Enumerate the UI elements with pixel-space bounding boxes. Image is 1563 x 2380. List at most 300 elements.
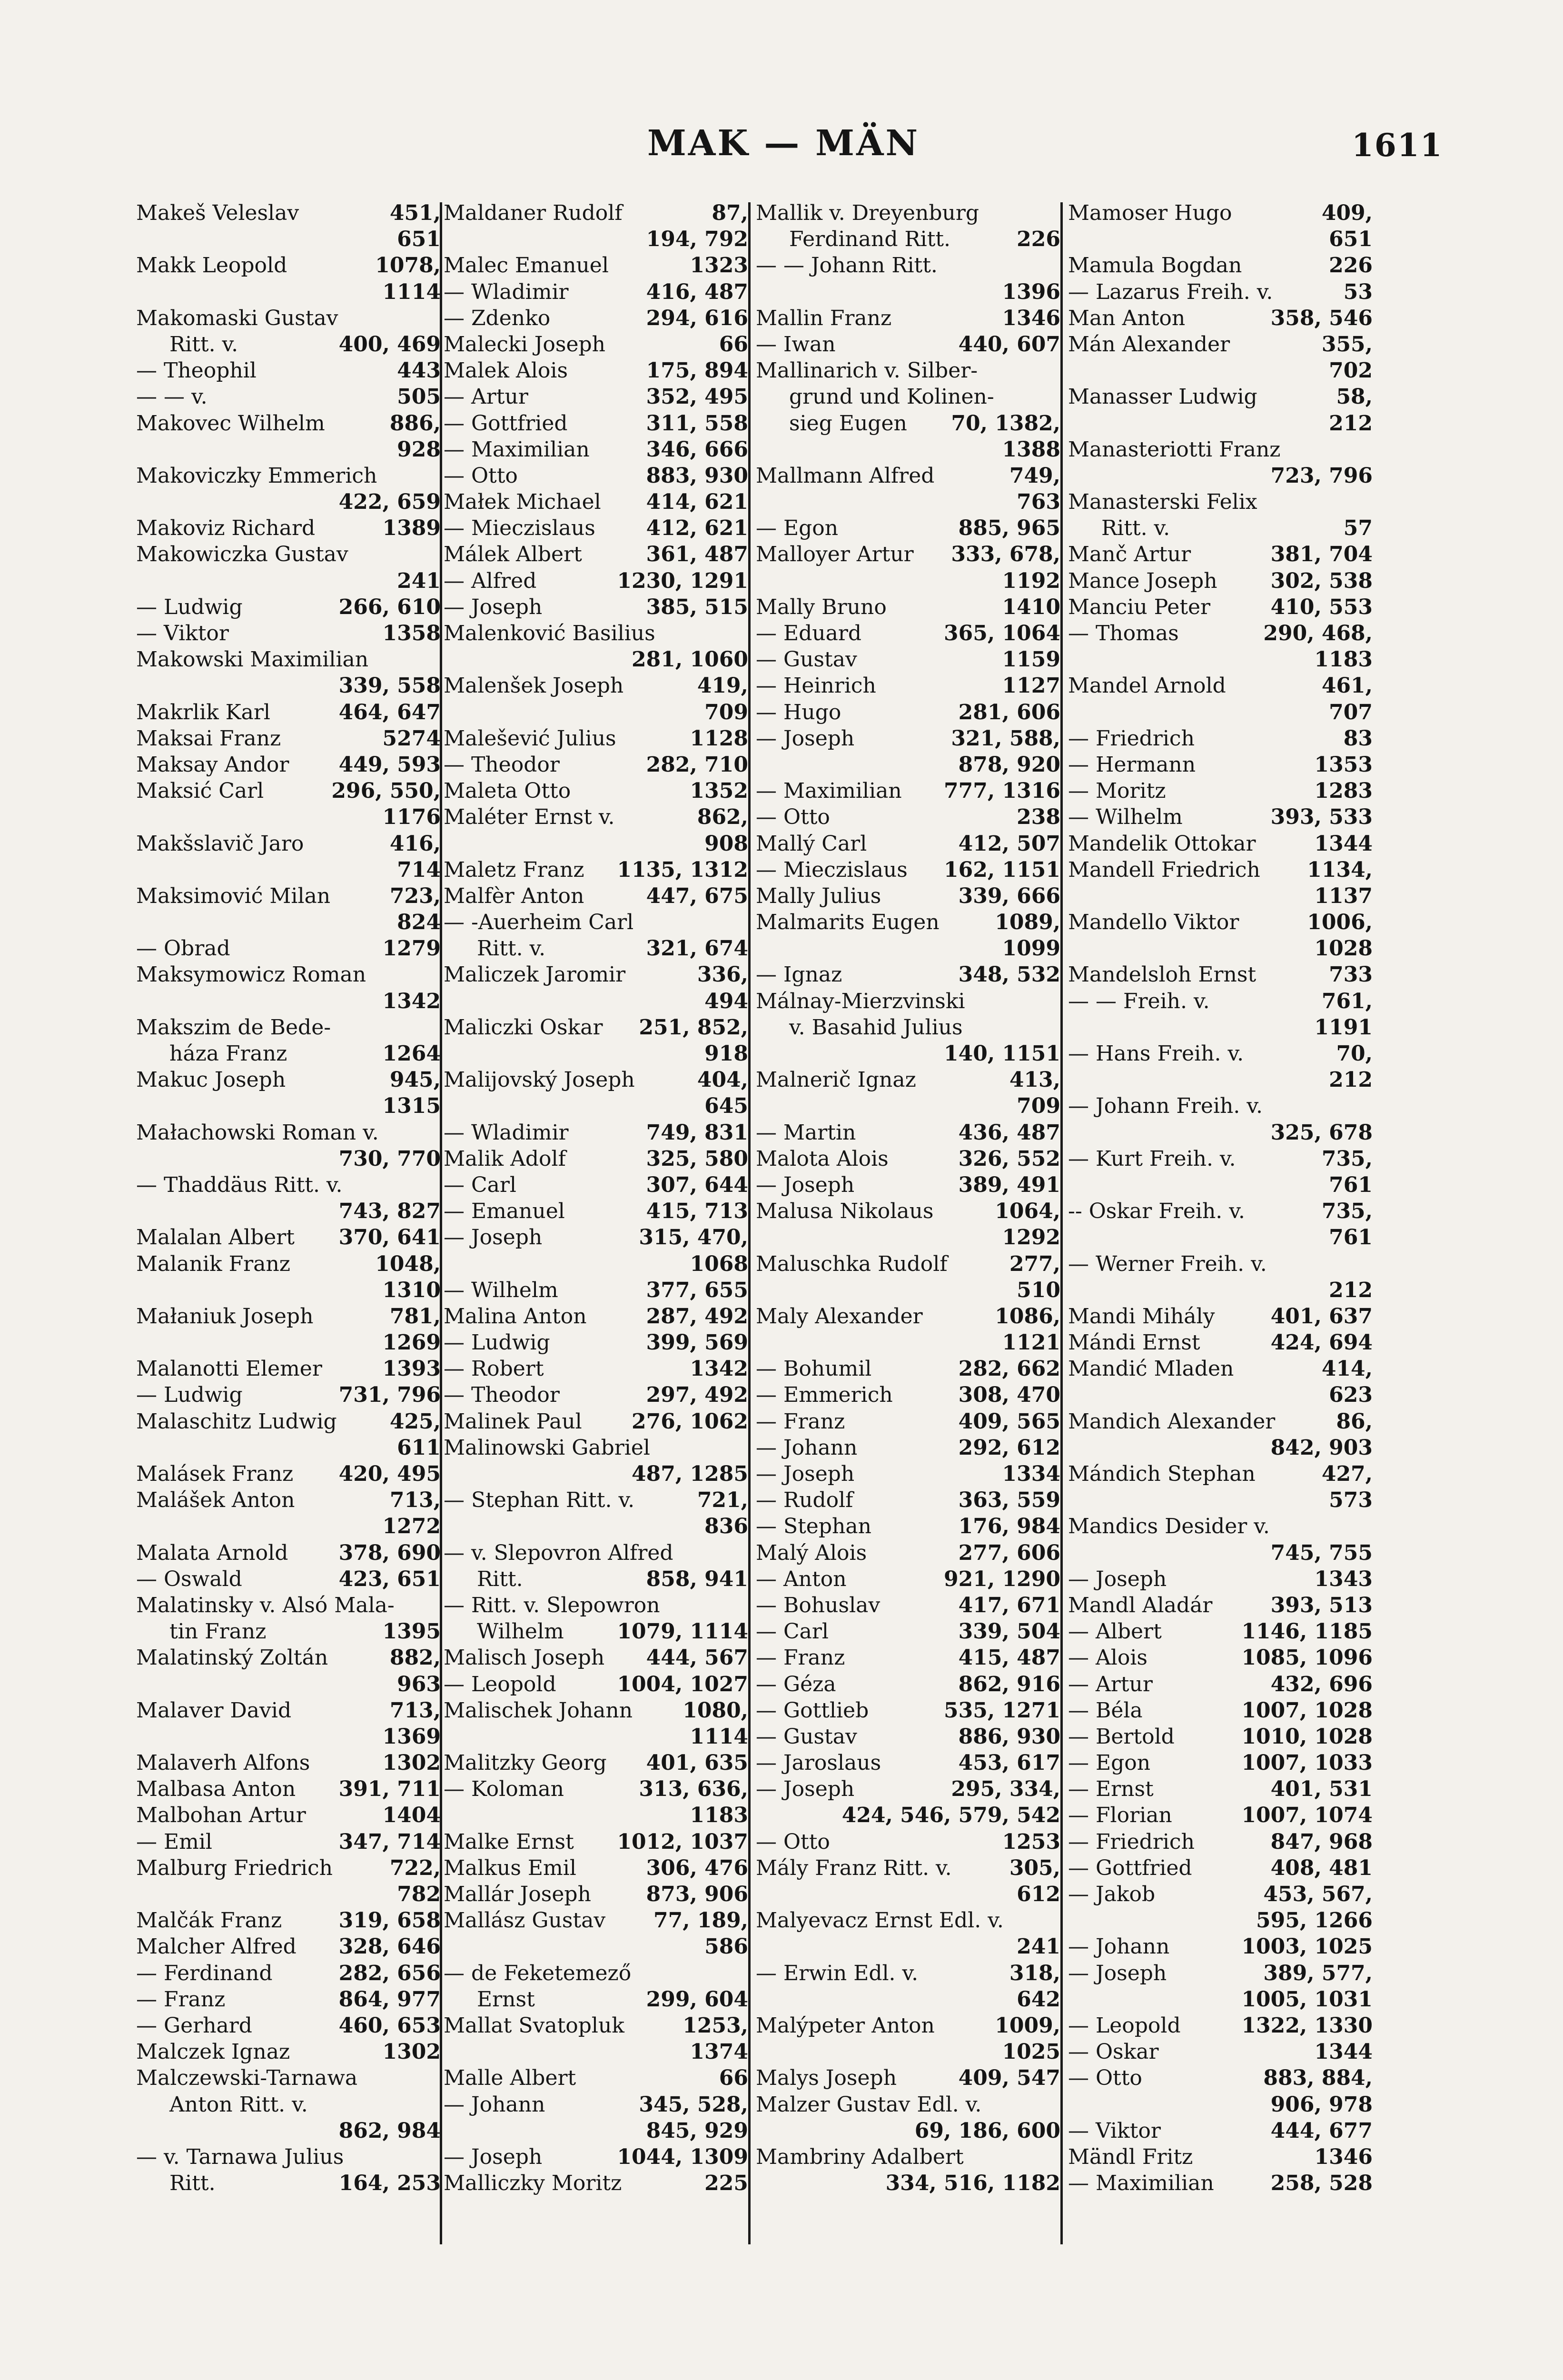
index-entry <box>1068 357 1373 384</box>
entry-pages: 1007, 1028 <box>1241 1698 1373 1723</box>
entry-name: Ritt. v. <box>477 936 546 961</box>
index-column-1 <box>136 200 441 2247</box>
entry-name: Manasser Ludwig <box>1068 385 1257 409</box>
entry-pages: 645 <box>704 1094 748 1119</box>
entry-name: Makszim de Bede- <box>136 1015 331 1040</box>
entry-pages: 140, 1151 <box>944 1041 1060 1066</box>
index-entry <box>136 1146 441 1172</box>
entry-pages: 389, 577, <box>1263 1961 1373 1985</box>
entry-name: — Ludwig <box>136 1383 243 1408</box>
entry-pages: 723, <box>389 883 441 908</box>
entry-name: Mandi Mihály <box>1068 1304 1215 1329</box>
entry-pages: 348, 532 <box>958 962 1060 987</box>
entry-pages: 226 <box>1329 253 1373 278</box>
entry-name: -- Oskar Freih. v. <box>1068 1199 1245 1224</box>
entry-name: — Joseph <box>1068 1961 1167 1985</box>
index-entry <box>1068 1487 1373 1513</box>
index-entry <box>756 2065 1060 2091</box>
entry-name: — Bohuslav <box>756 1593 880 1617</box>
index-entry <box>444 200 748 226</box>
index-entry <box>444 515 748 541</box>
entry-pages: 416, <box>389 831 441 856</box>
index-entry <box>136 1934 441 1960</box>
index-entry <box>756 1356 1060 1382</box>
entry-pages: 1346 <box>1314 2144 1373 2169</box>
entry-name: — Gerhard <box>136 2013 252 2038</box>
entry-pages: 505 <box>397 385 441 409</box>
index-entry <box>136 1855 441 1881</box>
index-entry <box>756 1382 1060 1408</box>
entry-name: Mamula Bogdan <box>1068 253 1242 278</box>
entry-name: Małek Michael <box>444 490 601 515</box>
entry-pages: 945, <box>389 1068 441 1092</box>
index-entry <box>1068 2092 1373 2118</box>
index-entry <box>444 2092 748 2118</box>
entry-name: — Franz <box>136 1987 226 2012</box>
entry-name: Malýpeter Anton <box>756 2013 935 2038</box>
entry-pages: 409, 565 <box>958 1409 1060 1434</box>
entry-pages: 586 <box>704 1934 748 1959</box>
entry-name: — Otto <box>756 805 830 830</box>
entry-name: — Emil <box>136 1829 212 1854</box>
index-entry <box>1068 1829 1373 1855</box>
entry-pages: 460, 653 <box>338 2013 441 2038</box>
entry-name: Makuc Joseph <box>136 1068 286 1092</box>
entry-pages: 241 <box>1017 1934 1060 1959</box>
index-entry <box>136 1277 441 1303</box>
index-entry <box>444 1750 748 1776</box>
index-entry <box>136 1776 441 1802</box>
entry-pages: 311, 558 <box>646 411 748 436</box>
entry-name: Malusa Nikolaus <box>756 1199 934 1224</box>
index-entry <box>1068 305 1373 331</box>
index-entry <box>136 568 441 594</box>
index-entry <box>1068 1461 1373 1487</box>
entry-name: — Heinrich <box>756 674 876 698</box>
entry-pages: 226 <box>1017 227 1060 252</box>
entry-pages: 1334 <box>1002 1462 1060 1486</box>
index-entry <box>136 594 441 620</box>
index-entry <box>756 909 1060 935</box>
index-entry <box>756 1329 1060 1356</box>
index-entry <box>444 1566 748 1592</box>
index-entry <box>756 279 1060 305</box>
entry-pages: 1410 <box>1002 595 1060 619</box>
entry-pages: 1009, <box>995 2013 1060 2038</box>
index-entry <box>136 1041 441 1067</box>
entry-name: — Lazarus Freih. v. <box>1068 279 1273 304</box>
index-entry <box>136 489 441 515</box>
entry-name: — — Freih. v. <box>1068 989 1210 1013</box>
entry-name: Mambriny Adalbert <box>756 2144 964 2169</box>
entry-pages: 70, <box>1336 1041 1373 1066</box>
index-entry <box>1068 252 1373 278</box>
entry-pages: 277, <box>1009 1251 1060 1276</box>
index-entry <box>136 2118 441 2144</box>
entry-name: Malinowski Gabriel <box>444 1435 650 1460</box>
entry-pages: 401, 637 <box>1270 1304 1373 1329</box>
entry-name: — Joseph <box>444 2144 543 2169</box>
entry-name: — Oswald <box>136 1567 242 1591</box>
entry-name: Malmarits Eugen <box>756 910 940 935</box>
entry-name: — Leopold <box>1068 2013 1181 2038</box>
entry-name: — Emmerich <box>756 1383 893 1408</box>
entry-pages: 1127 <box>1002 674 1060 698</box>
entry-name: Malčák Franz <box>136 1908 282 1933</box>
entry-pages: 883, 930 <box>646 463 748 488</box>
entry-pages: 595, 1266 <box>1256 1908 1373 1933</box>
index-entry <box>756 331 1060 357</box>
entry-pages: 535, 1271 <box>944 1698 1060 1723</box>
entry-pages: 436, 487 <box>958 1120 1060 1145</box>
index-entry <box>1068 1093 1373 1119</box>
index-entry <box>756 1540 1060 1566</box>
entry-name: Mally Bruno <box>756 595 887 619</box>
entry-pages: 325, 580 <box>646 1146 748 1171</box>
index-entry <box>444 463 748 489</box>
index-entry <box>136 515 441 541</box>
index-entry <box>136 1881 441 1907</box>
index-entry <box>756 1724 1060 1750</box>
index-entry <box>756 594 1060 620</box>
entry-pages: 1028 <box>1314 936 1373 961</box>
entry-name: Malešević Julius <box>444 726 616 751</box>
entry-pages: 722, <box>389 1855 441 1880</box>
index-entry <box>136 1172 441 1198</box>
entry-pages: 334, 516, 1182 <box>885 2171 1060 2196</box>
entry-pages: 461, <box>1321 674 1373 698</box>
index-entry <box>1068 699 1373 725</box>
index-entry <box>1068 1855 1373 1881</box>
entry-name: Maleta Otto <box>444 779 571 803</box>
index-entry <box>444 1724 748 1750</box>
index-entry <box>1068 463 1373 489</box>
entry-pages: 1003, 1025 <box>1241 1934 1373 1959</box>
entry-name: Mamoser Hugo <box>1068 201 1232 225</box>
entry-name: Makoviczky Emmerich <box>136 463 377 488</box>
entry-name: Makowiczka Gustav <box>136 542 348 567</box>
entry-pages: 391, 711 <box>338 1777 441 1802</box>
index-entry <box>756 1671 1060 1697</box>
entry-name: — Ritt. v. Slepowron <box>444 1593 660 1617</box>
entry-pages: 401, 635 <box>646 1751 748 1775</box>
entry-pages: 763 <box>1017 490 1060 515</box>
index-entry <box>756 1855 1060 1881</box>
entry-name: — Ludwig <box>444 1330 550 1355</box>
index-entry <box>444 1146 748 1172</box>
entry-name: Malaschitz Ludwig <box>136 1409 337 1434</box>
entry-name: háza Franz <box>169 1041 287 1066</box>
index-entry <box>444 305 748 331</box>
entry-name: — Florian <box>1068 1803 1172 1828</box>
entry-name: Malburg Friedrich <box>136 1855 333 1880</box>
index-entry <box>1068 226 1373 252</box>
entry-name: Malke Ernst <box>444 1829 574 1854</box>
index-entry <box>756 1277 1060 1303</box>
entry-pages: 1283 <box>1314 779 1373 803</box>
index-entry <box>756 1986 1060 2013</box>
index-entry <box>756 1618 1060 1645</box>
entry-pages: 1089, <box>995 910 1060 935</box>
index-entry <box>756 725 1060 752</box>
entry-pages: 318, <box>1009 1961 1060 1985</box>
entry-name: Maksić Carl <box>136 779 264 803</box>
index-entry <box>136 1329 441 1356</box>
index-entry <box>136 2092 441 2118</box>
index-entry <box>444 226 748 252</box>
index-entry <box>756 1146 1060 1172</box>
entry-pages: 908 <box>704 831 748 856</box>
entry-name: Malatinský Zoltán <box>136 1646 328 1670</box>
entry-pages: 1121 <box>1002 1330 1060 1355</box>
entry-name: Malloyer Artur <box>756 542 914 567</box>
entry-name: Malek Alois <box>444 358 568 383</box>
index-entry <box>444 1907 748 1934</box>
index-column-2 <box>444 200 748 2247</box>
index-entry <box>756 2118 1060 2144</box>
entry-pages: 5274 <box>382 726 441 751</box>
index-entry <box>1068 1067 1373 1093</box>
entry-name: Mály Franz Ritt. v. <box>756 1855 952 1880</box>
entry-pages: 370, 641 <box>338 1225 441 1250</box>
entry-name: — Ernst <box>1068 1777 1154 1802</box>
index-entry <box>444 436 748 463</box>
entry-pages: 885, 965 <box>958 516 1060 541</box>
entry-pages: 290, 468, <box>1263 621 1373 645</box>
entry-name: — Ignaz <box>756 962 842 987</box>
entry-pages: 212 <box>1329 411 1373 436</box>
entry-name: Mallász Gustav <box>444 1908 606 1933</box>
index-entry <box>444 1986 748 2013</box>
entry-pages: 709 <box>704 700 748 724</box>
entry-pages: 1353 <box>1314 752 1373 777</box>
entry-name: — Johann <box>756 1435 858 1460</box>
entry-name: — Maximilian <box>444 437 590 462</box>
entry-pages: 251, 852, <box>639 1015 748 1040</box>
entry-pages: 1078, <box>375 253 441 278</box>
index-entry <box>444 1224 748 1250</box>
entry-name: — Joseph <box>444 595 543 619</box>
index-entry <box>1068 436 1373 463</box>
entry-pages: 451, <box>389 201 441 225</box>
entry-pages: 1183 <box>690 1803 748 1828</box>
entry-pages: 651 <box>1329 227 1373 252</box>
index-entry <box>756 1014 1060 1041</box>
entry-name: — Moritz <box>1068 779 1166 803</box>
index-entry <box>136 1014 441 1041</box>
entry-name: — Emanuel <box>444 1199 565 1224</box>
entry-pages: 385, 515 <box>646 595 748 619</box>
entry-name: Malenković Basilius <box>444 621 655 645</box>
index-entry <box>136 1697 441 1724</box>
index-entry <box>136 883 441 909</box>
entry-pages: 1176 <box>382 805 441 830</box>
entry-name: Maly Alexander <box>756 1304 923 1329</box>
entry-pages: 345, 528, <box>639 2092 748 2117</box>
entry-pages: 416, 487 <box>646 279 748 304</box>
index-entry <box>1068 1724 1373 1750</box>
index-entry <box>1068 1697 1373 1724</box>
index-entry <box>756 463 1060 489</box>
entry-pages: 443 <box>397 358 441 383</box>
index-entry <box>136 1408 441 1435</box>
index-entry <box>1068 1198 1373 1224</box>
entry-pages: 1310 <box>382 1278 441 1302</box>
entry-name: Makeš Veleslav <box>136 201 299 225</box>
index-entry <box>444 1645 748 1671</box>
entry-pages: 707 <box>1329 700 1373 724</box>
entry-name: Makrlik Karl <box>136 700 270 724</box>
index-entry <box>444 2065 748 2091</box>
index-entry <box>136 1224 441 1250</box>
index-entry <box>444 384 748 410</box>
index-entry <box>756 1513 1060 1539</box>
index-entry <box>136 1540 441 1566</box>
entry-name: grund und Kolinen- <box>789 385 994 409</box>
entry-pages: 313, 636, <box>639 1777 748 1802</box>
entry-pages: 399, 569 <box>646 1330 748 1355</box>
index-entry <box>1068 1303 1373 1329</box>
index-entry <box>756 1645 1060 1671</box>
entry-name: Makovec Wilhelm <box>136 411 325 436</box>
entry-pages: 886, 930 <box>958 1724 1060 1749</box>
entry-pages: 339, 504 <box>958 1619 1060 1644</box>
entry-name: Malý Alois <box>756 1540 867 1565</box>
entry-pages: 1064, <box>995 1199 1060 1224</box>
entry-name: — Maximilian <box>1068 2171 1214 2196</box>
index-entry <box>444 909 748 935</box>
index-entry <box>1068 1120 1373 1146</box>
entry-name: Malfèr Anton <box>444 883 584 908</box>
index-entry <box>756 1198 1060 1224</box>
index-entry <box>756 1697 1060 1724</box>
index-entry <box>444 1329 748 1356</box>
entry-pages: 642 <box>1017 1987 1060 2012</box>
entry-name: — Thomas <box>1068 621 1179 645</box>
entry-name: Malinek Paul <box>444 1409 582 1434</box>
entry-pages: 1302 <box>382 2040 441 2064</box>
entry-pages: 573 <box>1329 1488 1373 1513</box>
index-entry <box>756 541 1060 567</box>
entry-name: — Joseph <box>1068 1567 1167 1591</box>
entry-pages: 1269 <box>382 1330 441 1355</box>
index-entry <box>444 410 748 436</box>
entry-pages: 1004, 1027 <box>617 1672 748 1696</box>
entry-name: Mándi Ernst <box>1068 1330 1200 1355</box>
entry-name: — Otto <box>1068 2066 1142 2091</box>
index-entry <box>1068 752 1373 778</box>
index-entry <box>444 2118 748 2144</box>
entry-pages: 883, 884, <box>1263 2066 1373 2091</box>
entry-name: Malcher Alfred <box>136 1934 297 1959</box>
entry-pages: 212 <box>1329 1278 1373 1302</box>
index-entry <box>444 1408 748 1435</box>
entry-name: Mandelik Ottokar <box>1068 831 1256 856</box>
index-entry <box>444 279 748 305</box>
entry-pages: 440, 607 <box>958 332 1060 357</box>
index-entry <box>1068 1224 1373 1250</box>
entry-name: Malnerič Ignaz <box>756 1068 916 1092</box>
entry-name: — Ludwig <box>136 595 243 619</box>
index-entry <box>136 541 441 567</box>
entry-pages: 352, 495 <box>646 385 748 409</box>
index-entry <box>444 594 748 620</box>
entry-name: Manciu Peter <box>1068 595 1211 619</box>
entry-pages: 241 <box>397 568 441 593</box>
entry-name: — Artur <box>1068 1672 1153 1696</box>
entry-name: Ritt. <box>169 2171 216 2196</box>
entry-pages: 702 <box>1329 358 1373 383</box>
index-entry <box>136 1724 441 1750</box>
entry-pages: 432, 696 <box>1270 1672 1373 1696</box>
entry-pages: 400, 469 <box>338 332 441 357</box>
entry-pages: 510 <box>1017 1278 1060 1302</box>
entry-name: — Werner Freih. v. <box>1068 1251 1267 1276</box>
entry-name: — Wladimir <box>444 1120 569 1145</box>
index-entry <box>1068 1592 1373 1618</box>
entry-name: v. Basahid Julius <box>789 1015 963 1040</box>
entry-pages: 1393 <box>382 1357 441 1381</box>
index-entry <box>444 1067 748 1093</box>
index-entry <box>136 646 441 673</box>
entry-name: — Hans Freih. v. <box>1068 1041 1244 1066</box>
index-entry <box>756 384 1060 410</box>
index-entry <box>136 935 441 962</box>
index-entry <box>136 1907 441 1934</box>
entry-name: — Joseph <box>444 1225 543 1250</box>
entry-pages: 1137 <box>1314 883 1373 908</box>
index-entry <box>756 1251 1060 1277</box>
entry-name: — Johann <box>1068 1934 1170 1959</box>
index-entry <box>136 410 441 436</box>
index-entry <box>1068 988 1373 1014</box>
index-entry <box>756 1592 1060 1618</box>
index-entry <box>136 1645 441 1671</box>
entry-pages: 225 <box>704 2171 748 2196</box>
index-entry <box>444 1618 748 1645</box>
index-entry <box>136 1802 441 1828</box>
entry-pages: 408, 481 <box>1270 1855 1373 1880</box>
entry-pages: 1159 <box>1002 647 1060 672</box>
index-entry <box>756 778 1060 804</box>
entry-name: Wilhelm <box>477 1619 564 1644</box>
index-entry <box>756 489 1060 515</box>
entry-name: Malanotti Elemer <box>136 1357 322 1381</box>
entry-name: Malaver David <box>136 1698 292 1723</box>
index-entry <box>136 1382 441 1408</box>
entry-pages: 355, <box>1321 332 1373 357</box>
entry-name: Makowski Maximilian <box>136 647 369 672</box>
index-entry <box>1068 962 1373 988</box>
entry-name: Ritt. v. <box>169 332 238 357</box>
entry-name: Malisch Joseph <box>444 1646 605 1670</box>
index-entry <box>756 226 1060 252</box>
index-column-4 <box>1068 200 1373 2247</box>
index-entry <box>1068 1277 1373 1303</box>
entry-name: tin Franz <box>169 1619 267 1644</box>
index-entry <box>1068 1566 1373 1592</box>
entry-name: — — Johann Ritt. <box>756 253 938 278</box>
index-entry <box>756 1776 1060 1802</box>
index-entry <box>136 1251 441 1277</box>
index-entry <box>1068 725 1373 752</box>
index-entry <box>136 1356 441 1382</box>
entry-pages: 1183 <box>1314 647 1373 672</box>
entry-pages: 928 <box>397 437 441 462</box>
entry-pages: 824 <box>397 910 441 935</box>
entry-pages: 325, 678 <box>1270 1120 1373 1145</box>
index-entry <box>136 725 441 752</box>
